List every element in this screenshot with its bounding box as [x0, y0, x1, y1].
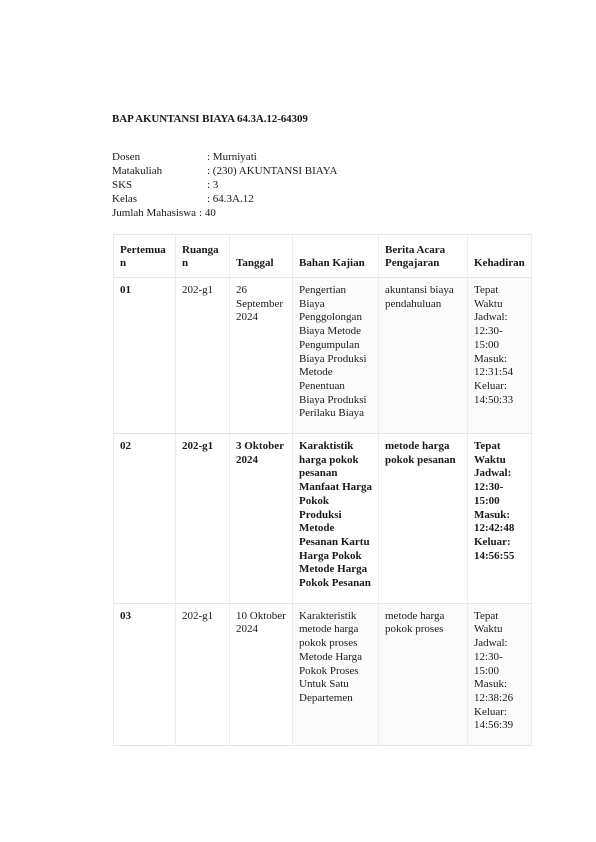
cell-ruangan: 202-g1 [176, 278, 230, 434]
cell-pertemuan: 01 [113, 278, 176, 434]
info-value: : (230) AKUNTANSI BIAYA [207, 165, 338, 177]
info-matakuliah [112, 164, 337, 178]
document-title: BAP AKUNTANSI BIAYA 64.3A.12-64309 [112, 113, 308, 125]
info-label: SKS [112, 179, 133, 191]
cell-kehadiran: Tepat Waktu Jadwal: 12:30-15:00 Masuk: 12:38:26 Keluar: 14:56:39 [468, 604, 532, 746]
info-sks [112, 178, 337, 192]
cell-bahan-kajian: Pengertian Biaya Penggolongan Biaya Metode Pengumpulan Biaya Produksi Metode Penentuan Biaya Produksi Perilaku Biaya [293, 278, 379, 434]
cell-berita-acara: metode harga pokok proses [379, 604, 468, 746]
cell-bahan-kajian: Karaktistik harga pokok pesanan Manfaat Harga Pokok Produksi Metode Pesanan Kartu Harga Pokok Metode Harga Pokok Pesanan [293, 434, 379, 604]
header-berita-acara: Berita Acara Pengajaran [379, 234, 468, 278]
cell-tanggal: 10 Oktober 2024 [230, 604, 293, 746]
header-ruangan: Ruangan [176, 234, 230, 278]
info-jumlah-mahasiswa [112, 206, 337, 220]
cell-ruangan: 202-g1 [176, 434, 230, 604]
table-row [113, 434, 532, 604]
cell-kehadiran: Tepat Waktu Jadwal: 12:30-15:00 Masuk: 12:31:54 Keluar: 14:50:33 [468, 278, 532, 434]
cell-ruangan: 202-g1 [176, 604, 230, 746]
header-bahan-kajian: Bahan Kajian [293, 234, 379, 278]
info-label: Dosen [112, 151, 141, 163]
cell-tanggal: 3 Oktober 2024 [230, 434, 293, 604]
cell-pertemuan: 02 [113, 434, 176, 604]
info-value: : 64.3A.12 [207, 193, 254, 205]
info-kelas [112, 192, 337, 206]
header-tanggal: Tanggal [230, 234, 293, 278]
info-value: : Murniyati [207, 151, 257, 163]
info-label: Jumlah Mahasiswa [112, 207, 197, 219]
course-info [112, 150, 337, 220]
header-pertemuan: Pertemuan [113, 234, 176, 278]
table-row [113, 278, 532, 434]
header-kehadiran: Kehadiran [468, 234, 532, 278]
cell-bahan-kajian: Karakteristik metode harga pokok proses Metode Harga Pokok Proses Untuk Satu Departemen [293, 604, 379, 746]
info-dosen [112, 150, 337, 164]
info-label: Matakuliah [112, 165, 163, 177]
cell-pertemuan: 03 [113, 604, 176, 746]
info-value: : 40 [199, 207, 216, 219]
table-row [113, 604, 532, 746]
cell-tanggal: 26 September 2024 [230, 278, 293, 434]
cell-kehadiran: Tepat Waktu Jadwal: 12:30-15:00 Masuk: 12:42:48 Keluar: 14:56:55 [468, 434, 532, 604]
cell-berita-acara: akuntansi biaya pendahuluan [379, 278, 468, 434]
table-header-row [113, 234, 532, 278]
cell-berita-acara: metode harga pokok pesanan [379, 434, 468, 604]
attendance-table [113, 234, 532, 746]
info-value: : 3 [207, 179, 219, 191]
info-label: Kelas [112, 193, 138, 205]
